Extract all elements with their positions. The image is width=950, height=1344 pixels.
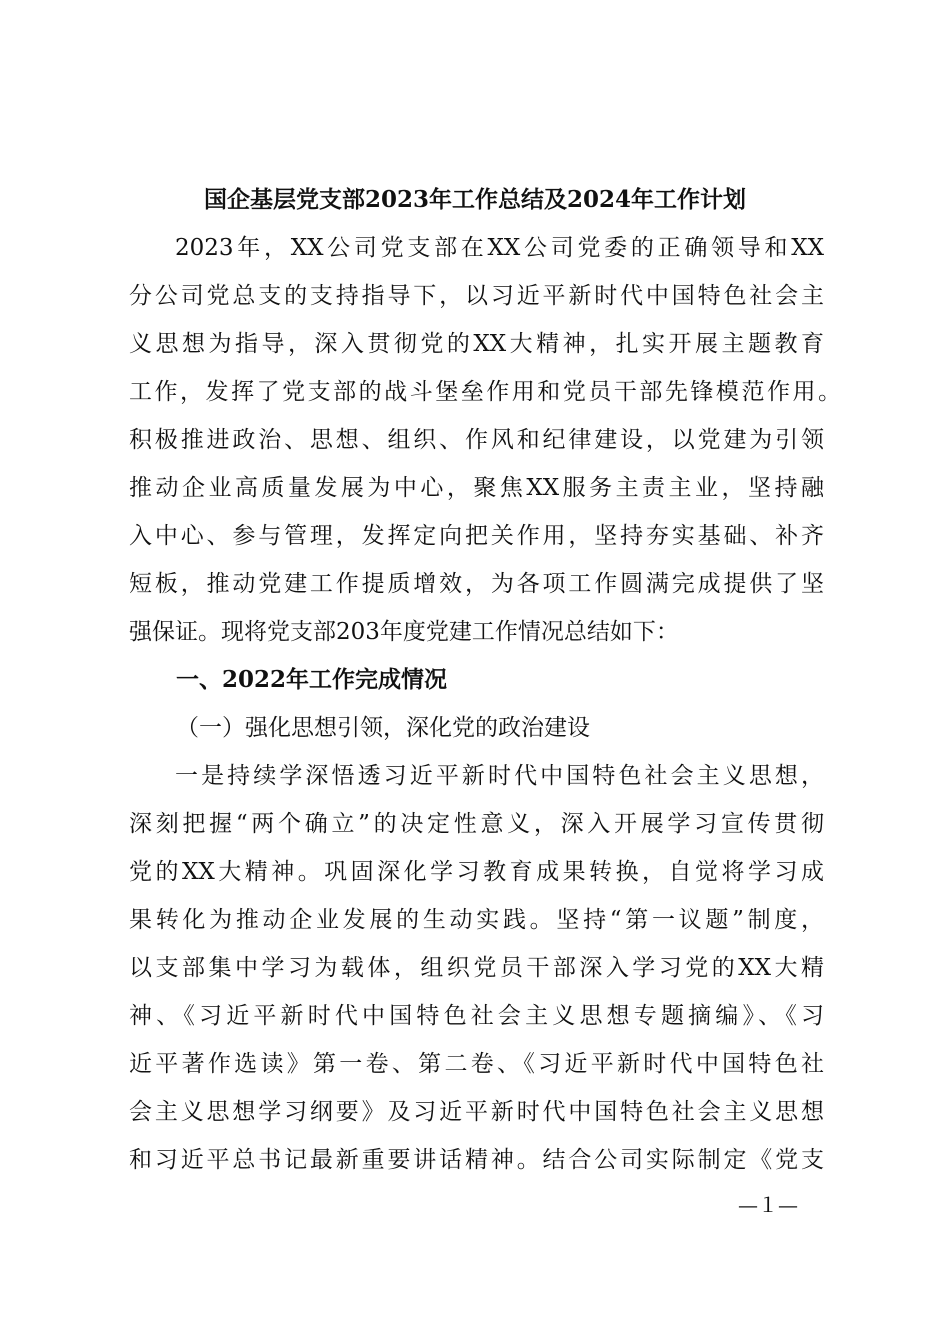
- body-line-6: 神、《习近平新时代中国特色社会主义思想专题摘编》、《习: [129, 1003, 824, 1029]
- body-line-5: 以支部集中学习为载体，组织党员干部深入学习党的XX大精: [129, 955, 824, 981]
- document-title: 国企基层党支部2023年工作总结及2024年工作计划: [203, 186, 747, 213]
- intro-line-9: 强保证。现将党支部203年度党建工作情况总结如下：: [129, 619, 679, 645]
- intro-line-6: 推动企业高质量发展为中心，聚焦XX服务主责主业，坚持融: [129, 475, 824, 501]
- intro-line-2: 分公司党总支的支持指导下，以习近平新时代中国特色社会主: [129, 283, 824, 309]
- body-line-7: 近平著作选读》第一卷、第二卷、《习近平新时代中国特色社: [129, 1051, 824, 1077]
- intro-line-5: 积极推进政治、思想、组织、作风和纪律建设，以党建为引领: [129, 427, 824, 453]
- intro-line-7: 入中心、参与管理，发挥定向把关作用，坚持夯实基础、补齐: [129, 523, 824, 549]
- page-number: —１—: [738, 1193, 798, 1217]
- intro-line-1: 2023年，XX公司党支部在XX公司党委的正确领导和XX: [175, 235, 824, 261]
- body-line-8: 会主义思想学习纲要》及习近平新时代中国特色社会主义思想: [129, 1099, 824, 1125]
- body-line-3: 党的XX大精神。巩固深化学习教育成果转换，自觉将学习成: [129, 859, 824, 885]
- body-line-2: 深刻把握“两个确立”的决定性意义，深入开展学习宣传贯彻: [129, 811, 824, 837]
- intro-line-8: 短板，推动党建工作提质增效，为各项工作圆满完成提供了坚: [129, 571, 824, 597]
- intro-line-4: 工作，发挥了党支部的战斗堡垒作用和党员干部先锋模范作用。: [129, 379, 841, 405]
- body-line-4: 果转化为推动企业发展的生动实践。坚持“第一议题”制度，: [129, 907, 824, 933]
- intro-line-3: 义思想为指导，深入贯彻党的XX大精神，扎实开展主题教育: [129, 331, 824, 357]
- body-line-9: 和习近平总书记最新重要讲话精神。结合公司实际制定《党支: [129, 1147, 824, 1173]
- section-heading: 一、2022年工作完成情况: [176, 666, 448, 693]
- body-line-1: 一是持续学深悟透习近平新时代中国特色社会主义思想，: [175, 763, 824, 789]
- subsection-heading: （一）强化思想引领，深化党的政治建设: [176, 715, 590, 741]
